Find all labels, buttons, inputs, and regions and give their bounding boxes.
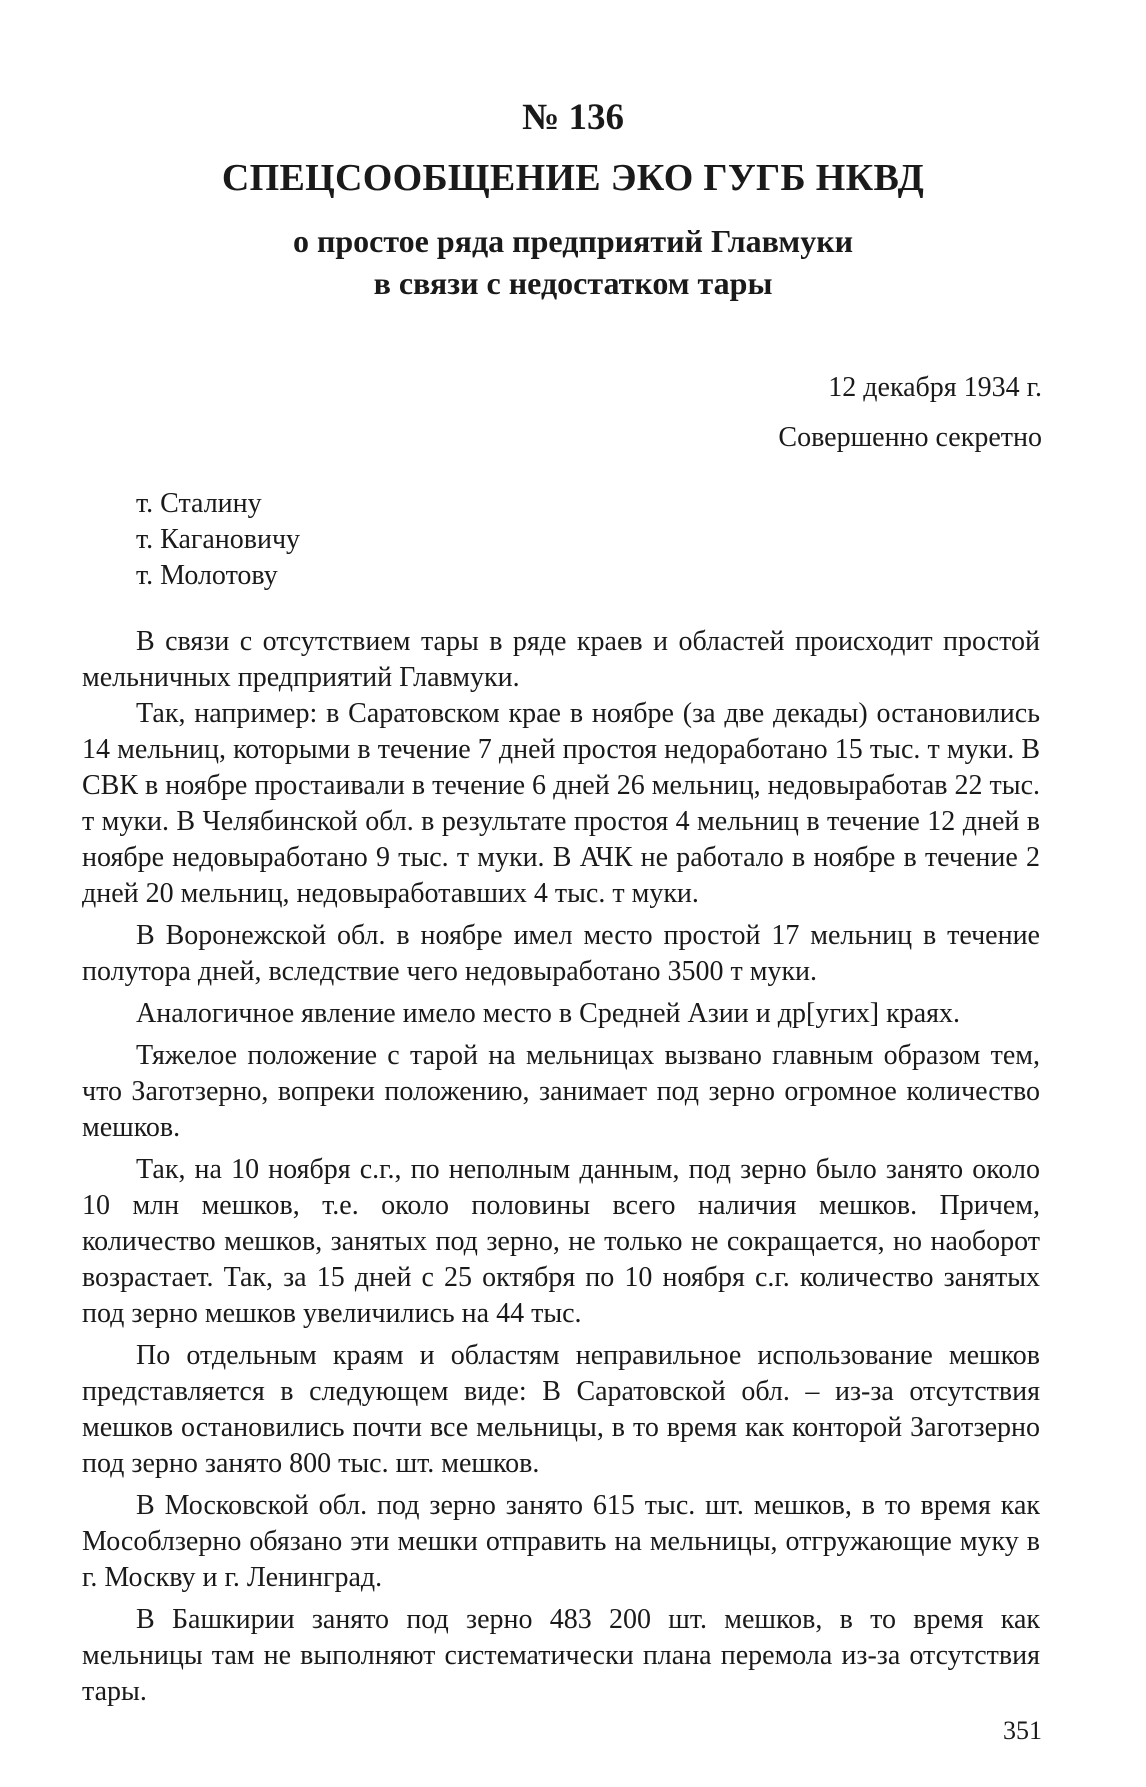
body-paragraph: Так, на 10 ноября с.г., по неполным данным, под зерно было занято около 10 млн мешков, т.е. около половины всего наличия мешков. Причем, количество мешков, занятых под зерно, не только не сокращается, но наоборот возрастает. Так, за 15 дней с 25 октября по 10 ноября с.г. количество занятых под зерно мешков увеличились на 44 тыс. bbox=[82, 1154, 1040, 1329]
body-paragraph: Тяжелое положение с тарой на мельницах вызвано главным образом тем, что Заготзерно, вопреки положению, занимает под зерно огромное количество мешков. bbox=[82, 1040, 1040, 1143]
recipient-list bbox=[136, 486, 300, 594]
recipient: т. Молотову bbox=[136, 560, 278, 591]
body-paragraph: В связи с отсутствием тары в ряде краев и областей происходит простой мельничных предприятий Главмуки. bbox=[82, 626, 1040, 693]
classification-label: Совершенно секретно bbox=[778, 422, 1042, 453]
document-subtitle bbox=[0, 220, 1146, 304]
body-paragraph: Аналогичное явление имело место в Средней Азии и др[угих] краях. bbox=[136, 998, 961, 1029]
body-paragraph: В Московской обл. под зерно занято 615 тыс. шт. мешков, в то время как Мособлзерно обязано эти мешки отправить на мельницы, отгружающие муку в г. Москву и г. Ленинград. bbox=[82, 1490, 1040, 1593]
body-paragraph: Так, например: в Саратовском крае в ноябре (за две декады) остановились 14 мельниц, которыми в течение 7 дней простоя недоработано 15 тыс. т муки. В СВК в ноябре простаивали в течение 6 дней 26 мельниц, недовыработав 22 тыс. т муки. В Челябинской обл. в результате простоя 4 мельниц в течение 12 дней в ноябре недовыработано 9 тыс. т муки. В АЧК не работало в ноябре в течение 2 дней 20 мельниц, недовыработавших 4 тыс. т муки. bbox=[82, 698, 1040, 909]
body-paragraph: По отдельным краям и областям неправильное использование мешков представляется в следующем виде: В Саратовской обл. – из-за отсутствия мешков остановились почти все мельницы, в то время как конторой Заготзерно под зерно занято 800 тыс. шт. мешков. bbox=[82, 1340, 1040, 1479]
subtitle-line: о простое ряда предприятий Главмуки bbox=[292, 223, 854, 259]
body-paragraph: В Башкирии занято под зерно 483 200 шт. мешков, в то время как мельницы там не выполняют систематически плана перемола из-за отсутствия тары. bbox=[82, 1604, 1040, 1707]
document-number: № 136 bbox=[522, 97, 624, 138]
document-body bbox=[82, 624, 1040, 1716]
document-date: 12 декабря 1934 г. bbox=[828, 372, 1042, 403]
recipient: т. Сталину bbox=[136, 488, 262, 519]
page-number: 351 bbox=[1003, 1716, 1042, 1745]
recipient: т. Кагановичу bbox=[136, 524, 301, 555]
subtitle-line: в связи с недостатком тары bbox=[373, 265, 773, 301]
document-title: СПЕЦСООБЩЕНИЕ ЭКО ГУГБ НКВД bbox=[221, 157, 925, 199]
body-paragraph: В Воронежской обл. в ноябре имел место простой 17 мельниц в течение полутора дней, вследствие чего недовыработано 3500 т муки. bbox=[82, 920, 1040, 987]
